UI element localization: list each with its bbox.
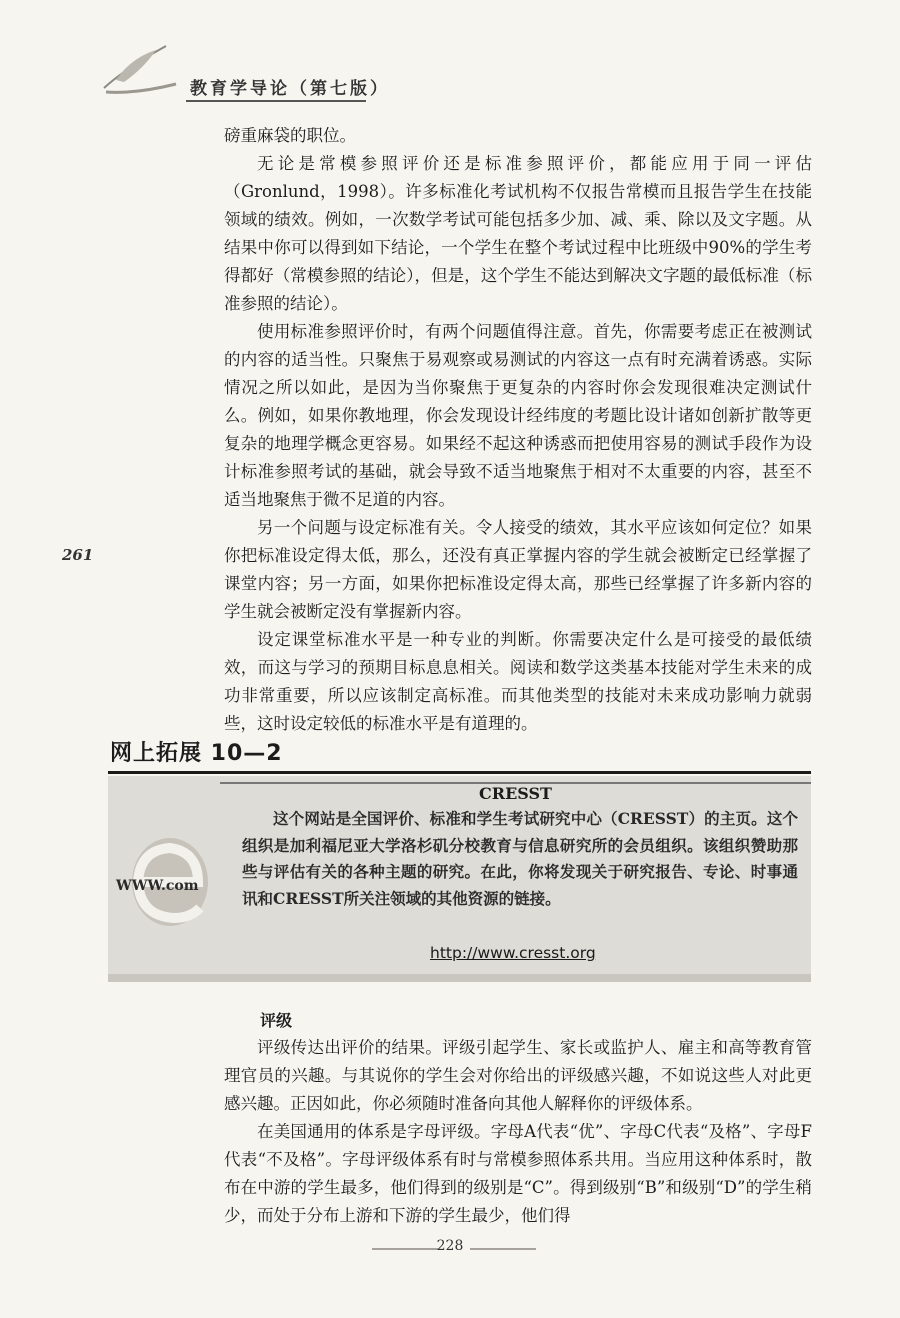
cresst-url-link[interactable]: http://www.cresst.org xyxy=(430,944,596,962)
section-title: 网上拓展 10—2 xyxy=(110,741,283,766)
box-description xyxy=(242,806,798,912)
main-text-block xyxy=(224,122,812,738)
box-title: CRESST xyxy=(479,784,552,803)
paragraph: 磅重麻袋的职位。 xyxy=(224,126,356,145)
paragraph: 设定课堂标准水平是一种专业的判断。你需要决定什么是可接受的最低绩效，而这与学习的预期目标息息相关。阅读和数学这类基本技能对学生未来的成功非常重要，所以应该制定高标准。而其他类型的技能对未来成功影响力就弱些，这时设定较低的标准水平是有道理的。 xyxy=(224,630,812,733)
paragraph: 无论是常模参照评价还是标准参照评价，都能应用于同一评估（Gronlund，1998）。许多标准化考试机构不仅报告常模而且报告学生在技能领域的绩效。例如，一次数学考试可能包括多少加、减、乘、除以及文字题。从结果中你可以得到如下结论，一个学生在整个考试过程中比班级中90%的学生考得都好（常模参照的结论），但是，这个学生不能达到解决文字题的最低标准（标准参照的结论）。 xyxy=(224,154,812,313)
subsection-text-block xyxy=(224,1034,812,1230)
paragraph: 另一个问题与设定标准有关。令人接受的绩效，其水平应该如何定位？如果你把标准设定得太低，那么，还没有真正掌握内容的学生就会被断定已经掌握了课堂内容；另一方面，如果你把标准设定得太高，那些已经掌握了许多新内容的学生就会被断定没有掌握新内容。 xyxy=(224,518,812,621)
logo-text: WWW.com xyxy=(116,878,199,894)
page-number: 228 xyxy=(436,1238,464,1254)
box-paragraph: 这个网站是全国评价、标准和学生考试研究中心（CRESST）的主页。这个组织是加利福尼亚大学洛杉矶分校教育与信息研究所的会员组织。该组织赞助那些与评估有关的各种主题的研究。在此，你将发现关于研究报告、专论、时事通讯和CRESST所关注领域的其他资源的链接。 xyxy=(242,809,798,908)
margin-page-number: 261 xyxy=(62,546,94,564)
header-underline xyxy=(186,100,366,102)
paragraph: 使用标准参照评价时，有两个问题值得注意。首先，你需要考虑正在被测试的内容的适当性。只聚焦于易观察或易测试的内容这一点有时充满着诱惑。实际情况之所以如此，是因为当你聚焦于更复杂的内容时你会发现很难决定测试什么。例如，如果你教地理，你会发现设计经纬度的考题比设计诸如创新扩散等更复杂的地理学概念更容易。如果经不起这种诱惑而把使用容易的测试手段作为设计标准参照考试的基础，就会导致不适当地聚焦于相对不太重要的内容，甚至不适当地聚焦于微不足道的内容。 xyxy=(224,322,812,509)
feather-decoration-icon xyxy=(96,38,186,100)
paragraph: 在美国通用的体系是字母评级。字母A代表“优”、字母C代表“及格”、字母F代表“不及格”。字母评级体系有时与常模参照体系共用。当应用这种体系时，散布在中游的学生最多，他们得到的级别是“C”。得到级别“B”和级别“D”的学生稍少，而处于分布上游和下游的学生最少，他们得 xyxy=(224,1122,812,1225)
book-title: 教育学导论（第七版） xyxy=(190,79,390,99)
subsection-title: 评级 xyxy=(260,1011,293,1030)
paragraph: 评级传达出评价的结果。评级引起学生、家长或监护人、雇主和高等教育管理官员的兴趣。与其说你的学生会对你给出的评级感兴趣，不如说这些人对此更感兴趣。正因如此，你必须随时准备向其他人解释你的评级体系。 xyxy=(224,1038,812,1113)
www-e-logo-icon xyxy=(112,832,222,932)
box-bottom-shadow xyxy=(108,974,811,982)
page-number-rule-right xyxy=(470,1248,536,1250)
section-rule xyxy=(108,771,811,774)
